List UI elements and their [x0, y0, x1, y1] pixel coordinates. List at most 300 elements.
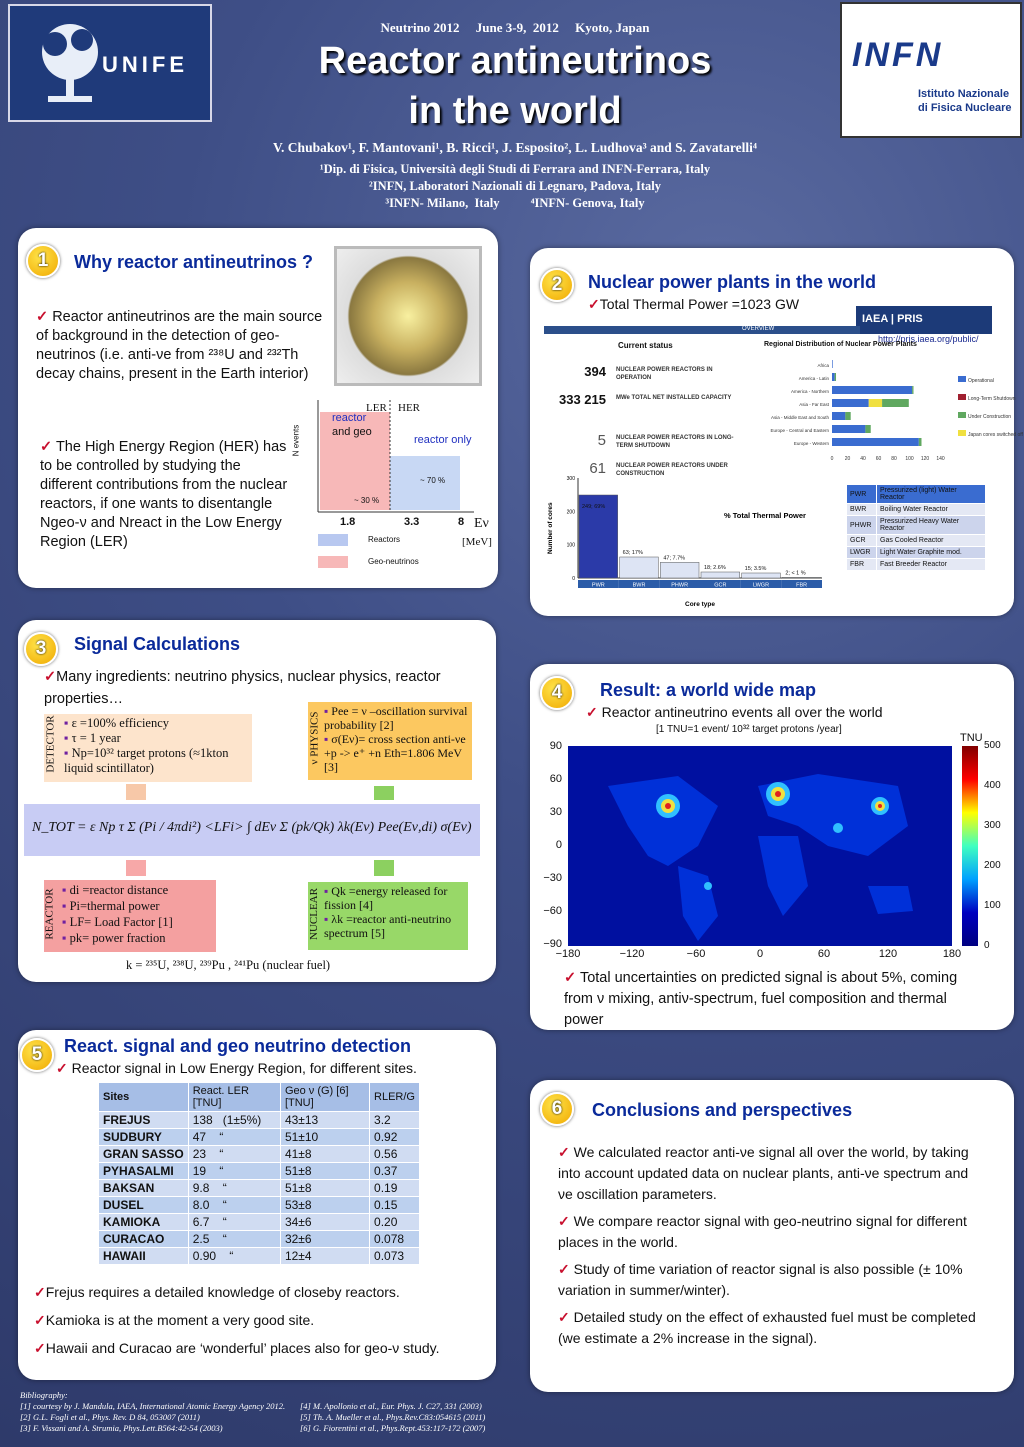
conclusions-list — [558, 1142, 978, 1355]
table-row — [99, 1146, 420, 1163]
core-code: GCR — [847, 535, 877, 547]
biblio-entry: [3] F. Vissani and A. Strumia, Phys.Lett.B564:42-54 (2003) — [20, 1423, 223, 1433]
map-subtitle: Reactor antineutrino events all over the world — [601, 704, 883, 720]
region-bar — [882, 399, 909, 407]
detector-sphere-image — [334, 246, 482, 386]
site-value: 53±8 — [280, 1197, 369, 1214]
detector-item — [64, 716, 252, 731]
region-bar — [835, 373, 836, 381]
physics-label: ν PHYSICS — [308, 711, 321, 765]
reactor-item-text: di =reactor distance — [69, 883, 169, 897]
panel-react-geo — [18, 1030, 496, 1380]
panel-6-title: Conclusions and perspectives — [592, 1100, 853, 1120]
legend-reactors: Reactors — [368, 535, 401, 544]
pris-logo: IAEA | PRIS — [856, 306, 992, 334]
core-table-row — [847, 516, 986, 535]
status-value: 333 215 — [559, 392, 606, 407]
map-xtick: 180 — [942, 948, 962, 960]
region-bar — [832, 425, 865, 433]
core-desc: Light Water Graphite mod. — [877, 547, 986, 559]
conclusion-item — [558, 1259, 978, 1301]
ler-label: LER — [366, 402, 387, 414]
core-category: LWGR — [752, 582, 770, 589]
check-icon: ✓ — [588, 296, 600, 312]
core-desc: Pressurized (light) Water Reactor — [877, 485, 986, 504]
unife-logo-text: UNIFE — [102, 52, 188, 77]
check-icon: ✓ — [40, 439, 53, 455]
table-row — [99, 1214, 420, 1231]
conclusion-text: We calculated reactor anti-νe signal all over the world, by taking into account updated data on nuclear plants, anti-νe spectrum and νe oscillation parameters. — [558, 1144, 969, 1202]
core-code: PHWR — [847, 516, 877, 535]
reactor-list — [62, 882, 173, 946]
nuclear-item-text: Qk =energy released for fission [4] — [324, 884, 448, 912]
xlabel-ev: Eν — [474, 516, 489, 531]
sites-table-wrap — [98, 1082, 420, 1265]
sites-table — [98, 1082, 420, 1265]
detector-item — [64, 746, 252, 776]
badge-4: 4 — [540, 676, 574, 710]
infn-logo-text: INFN — [852, 36, 944, 74]
core-table-row — [847, 535, 986, 547]
core-ytick: 100 — [566, 542, 575, 549]
regional-chart-svg — [762, 356, 1023, 466]
map-xtick: 120 — [878, 948, 898, 960]
site-value: 9.8 “ — [188, 1180, 280, 1197]
site-name: KAMIOKA — [99, 1214, 189, 1231]
panel-5-sub — [56, 1060, 417, 1077]
core-desc: Gas Cooled Reactor — [877, 535, 986, 547]
bullet-icon: ▪ — [324, 912, 332, 926]
status-value: 61 — [589, 460, 606, 477]
site-value: 51±10 — [280, 1129, 369, 1146]
core-bar — [701, 572, 740, 578]
site-value: 138 (1±5%) — [188, 1112, 280, 1129]
site-name: GRAN SASSO — [99, 1146, 189, 1163]
bullet-icon: ▪ — [64, 746, 72, 760]
table-subtitle: Reactor signal in Low Energy Region, for different sites. — [71, 1060, 417, 1076]
status-label: NUCLEAR POWER REACTORS IN LONG-TERM SHUTDOWN — [616, 435, 734, 449]
core-type-table — [846, 484, 986, 571]
badge-5: 5 — [20, 1038, 54, 1072]
core-bar — [660, 562, 699, 578]
regional-legend-label: Under Construction — [968, 414, 1012, 420]
regional-bars — [762, 356, 1023, 466]
panel-1-text-2 — [40, 438, 288, 552]
legend-swatch — [958, 430, 966, 436]
region-bar — [845, 412, 850, 420]
panel-1-title: Why reactor antineutrinos ? — [74, 252, 314, 272]
site-value: 0.19 — [370, 1180, 420, 1197]
region-bar — [912, 386, 913, 394]
core-desc: Pressurized Heavy Water Reactor — [877, 516, 986, 535]
biblio-left — [20, 1401, 310, 1434]
regional-tick: 0 — [830, 456, 834, 462]
and-geo-label: and geo — [332, 426, 372, 438]
colorbar-title: TNU — [960, 732, 983, 744]
site-note — [34, 1340, 494, 1357]
core-table-row — [847, 559, 986, 571]
site-value: 2.5 “ — [188, 1231, 280, 1248]
colorbar-tick: 300 — [984, 820, 1001, 831]
site-note — [34, 1312, 494, 1329]
table-row — [99, 1231, 420, 1248]
map-ytick: 0 — [555, 839, 562, 851]
nuclear-list — [324, 884, 466, 940]
badge-3: 3 — [24, 632, 58, 666]
panel-4-note — [564, 968, 990, 1031]
check-icon: ✓ — [34, 1312, 46, 1328]
panel-3-title: Signal Calculations — [74, 634, 241, 654]
detector-item — [64, 731, 252, 746]
check-icon: ✓ — [36, 309, 49, 325]
conference-line: Neutrino 2012 June 3-9, 2012 Kyoto, Japan — [380, 20, 650, 35]
arrow-down-right — [374, 786, 394, 800]
conclusion-text: We compare reactor signal with geo-neutrino signal for different places in the world. — [558, 1213, 967, 1250]
core-table — [846, 484, 986, 571]
region-bar — [832, 386, 912, 394]
status-label: NUCLEAR POWER REACTORS UNDER CONSTRUCTION — [616, 463, 728, 477]
sites-header-cell: RLER/G — [370, 1083, 420, 1112]
detector-item-text: Np=10³² target protons (≈1kton liquid scintillator) — [64, 746, 229, 775]
biblio-entry: [6] G. Fiorentini et al., Phys.Rept.453:117-172 (2007) — [300, 1423, 486, 1433]
affiliation-2: ²INFN, Laboratori Nazionali di Legnaro, Padova, Italy — [368, 179, 662, 193]
core-bar — [620, 557, 659, 578]
region-label: Asia - Far East — [799, 402, 829, 407]
status-value: 5 — [597, 432, 606, 449]
biblio-entry: [1] courtesy by J. Mandula, IAEA, International Atomic Energy Agency 2012. — [20, 1401, 286, 1411]
conclusion-item — [558, 1142, 978, 1205]
arrow-down-left — [126, 784, 146, 800]
panel-5-notes — [34, 1284, 494, 1368]
core-code: BWR — [847, 504, 877, 516]
site-value: 0.37 — [370, 1163, 420, 1180]
physics-item-text: Pee = ν –oscillation survival probability [2] — [324, 704, 468, 732]
site-value: 0.20 — [370, 1214, 420, 1231]
check-icon: ✓ — [34, 1340, 46, 1356]
physics-list — [324, 704, 470, 774]
status-label: NUCLEAR POWER REACTORS IN OPERATION — [616, 367, 713, 381]
intro-text: Many ingredients: neutrino physics, nuclear physics, reactor properties… — [44, 669, 441, 707]
core-table-row — [847, 485, 986, 504]
table-row — [99, 1197, 420, 1214]
core-chart-title: % Total Thermal Power — [724, 511, 806, 520]
site-value: 47 “ — [188, 1129, 280, 1146]
regional-legend-label: Long-Term Shutdown — [968, 396, 1016, 402]
status-label: MWe TOTAL NET INSTALLED CAPACITY — [616, 395, 732, 401]
panel-signal-calc — [18, 620, 496, 982]
bullet-icon: ▪ — [324, 884, 332, 898]
core-bar-label: 2; < 1 % — [785, 570, 806, 577]
reactor-item-text: pk= power fraction — [69, 931, 166, 945]
site-value: 51±8 — [280, 1180, 369, 1197]
formula: N_TOT = ε Np τ Σ (Pi / 4πdi²) <LFi> ∫ dEν Σ (pk/Qk) λk(Eν) Pee(Eν,di) σ(Eν) — [32, 820, 472, 835]
panel-conclusions — [530, 1080, 1014, 1392]
site-value: 3.2 — [370, 1112, 420, 1129]
site-value: 0.078 — [370, 1231, 420, 1248]
site-note-text: Frejus requires a detailed knowledge of closeby reactors. — [45, 1284, 400, 1300]
site-name: PYHASALMI — [99, 1163, 189, 1180]
world-map-svg — [568, 746, 952, 946]
site-note-text: Kamioka is at the moment a very good site. — [45, 1312, 315, 1328]
badge-6: 6 — [540, 1092, 574, 1126]
conclusion-item — [558, 1307, 978, 1349]
site-value: 0.56 — [370, 1146, 420, 1163]
core-bar-chart — [544, 474, 844, 614]
reactor-item — [62, 914, 173, 930]
core-xlabel: Core type — [685, 601, 715, 608]
legend-geo: Geo-neutrinos — [368, 557, 419, 566]
panel-2-title: Nuclear power plants in the world — [588, 272, 877, 292]
panel-4-title: Result: a world wide map — [600, 680, 817, 700]
region-bar — [832, 360, 833, 368]
formula-box — [24, 804, 480, 856]
biblio-entry: [2] G.L. Fogli et al., Phys. Rev. D 84, 053007 (2011) — [20, 1412, 200, 1422]
site-value: 8.0 “ — [188, 1197, 280, 1214]
core-category: PWR — [591, 582, 605, 589]
arrow-up-left — [126, 860, 146, 876]
core-ytick: 200 — [566, 509, 575, 516]
nuclear-box — [308, 882, 468, 950]
uncertainty-note: Total uncertainties on predicted signal is about 5%, coming from ν mixing, antiν-spectrum, fuel composition and thermal power — [564, 970, 958, 1028]
conclusion-item — [558, 1211, 978, 1253]
colorbar — [962, 746, 978, 946]
table-row — [99, 1163, 420, 1180]
site-name: DUSEL — [99, 1197, 189, 1214]
tick-3-3: 3.3 — [404, 516, 420, 528]
reactor-item — [62, 882, 173, 898]
core-code: LWGR — [847, 547, 877, 559]
site-value: 0.15 — [370, 1197, 420, 1214]
site-note-text: Hawaii and Curacao are ‘wonderful’ places also for geo-ν study. — [45, 1340, 440, 1356]
site-note — [34, 1284, 494, 1301]
unife-logo — [8, 4, 212, 122]
core-bar-label: 47; 7.7% — [663, 555, 686, 562]
core-category: FBR — [796, 582, 808, 589]
status-value: 394 — [584, 364, 606, 379]
reactor-only-label: reactor only — [414, 434, 472, 446]
check-icon: ✓ — [558, 1309, 574, 1325]
core-ylabel: Number of cores — [547, 502, 554, 554]
nuclear-label: NUCLEAR — [307, 888, 320, 940]
map-xtick: −180 — [555, 948, 581, 960]
regional-tick: 20 — [844, 456, 851, 462]
site-value: 23 “ — [188, 1146, 280, 1163]
pct-70: ~ 70 % — [420, 476, 446, 485]
nuclear-item — [324, 912, 466, 940]
core-category: PHWR — [671, 582, 689, 589]
detector-item-text: τ = 1 year — [71, 731, 121, 745]
tick-1-8: 1.8 — [340, 516, 356, 528]
map-xtick: −60 — [686, 948, 706, 960]
map-ytick: −90 — [543, 938, 562, 950]
her-label: HER — [398, 402, 420, 414]
core-category: GCR — [714, 582, 727, 589]
core-code: FBR — [847, 559, 877, 571]
region-label: Asia - Middle East and South — [770, 415, 829, 420]
legend-swatch — [958, 412, 966, 418]
check-icon: ✓ — [564, 970, 577, 986]
check-icon: ✓ — [558, 1261, 574, 1277]
table-row — [99, 1112, 420, 1129]
bullet-icon: ▪ — [62, 883, 70, 897]
check-icon: ✓ — [558, 1144, 574, 1160]
region-bar — [869, 399, 882, 407]
core-table-row — [847, 547, 986, 559]
regional-legend-label: Operational — [968, 378, 994, 384]
chart-ylabel: N events — [291, 424, 301, 457]
panel-power-plants — [530, 248, 1023, 616]
colorbar-tick: 500 — [984, 740, 1001, 751]
site-value: 0.92 — [370, 1129, 420, 1146]
infn-logo — [840, 2, 1022, 138]
sites-header-row — [99, 1083, 420, 1112]
detector-label: DETECTOR — [44, 715, 57, 773]
site-value: 6.7 “ — [188, 1214, 280, 1231]
badge-2: 2 — [540, 268, 574, 302]
core-code: PWR — [847, 485, 877, 504]
regional-legend-label: Japan cores switched off — [968, 432, 1023, 438]
core-ytick: 0 — [572, 576, 575, 582]
status-row — [544, 428, 740, 454]
conclusion-text: Detailed study on the effect of exhausted fuel must be completed (we estimate a 2% increase in the signal). — [558, 1309, 976, 1346]
core-bar-label: 63; 17% — [622, 550, 643, 556]
current-status: Current status — [618, 341, 673, 350]
check-icon: ✓ — [44, 669, 57, 685]
poster-title-line2: in the world — [408, 90, 622, 132]
panel-4-sub — [586, 704, 883, 721]
site-value: 12±4 — [280, 1248, 369, 1265]
legend-swatch — [958, 394, 966, 400]
panel-1-text-1 — [36, 308, 326, 384]
site-value: 34±6 — [280, 1214, 369, 1231]
physics-item-text: σ(Eν)= cross section anti-νe +p -> e⁺ +n Eth=1.806 MeV [3] — [324, 732, 466, 774]
check-icon: ✓ — [34, 1284, 46, 1300]
map-ytick: 30 — [549, 806, 562, 818]
region-label: Europe - Western — [793, 441, 829, 446]
core-chart-svg — [544, 474, 844, 614]
region-bar — [832, 373, 835, 381]
regional-title: Regional Distribution of Nuclear Power Plants — [764, 341, 917, 348]
reactor-item — [62, 930, 173, 946]
core-bar-label: 18; 2.6% — [704, 565, 726, 571]
poster-title-line1: Reactor antineutrinos — [318, 40, 712, 82]
site-value: 19 “ — [188, 1163, 280, 1180]
site-value: 51±8 — [280, 1163, 369, 1180]
check-icon: ✓ — [586, 704, 598, 720]
affiliation-3: ³INFN- Milano, Italy ⁴INFN- Genova, Italy — [385, 196, 645, 210]
core-table-row — [847, 504, 986, 516]
table-row — [99, 1180, 420, 1197]
reactor-item-text: LF= Load Factor [1] — [69, 915, 173, 929]
map-ytick: −30 — [543, 872, 562, 884]
panel-1-p2: The High Energy Region (HER) has to be controlled by studying the different contributions from the nuclear reactors, if one wants to disentangle Ngeo-ν and Nreact in the Low Energy Region (LER) — [40, 439, 288, 550]
nuclear-item — [324, 884, 466, 912]
regional-tick: 80 — [891, 456, 897, 462]
table-row — [99, 1248, 420, 1265]
panel-world-map — [530, 664, 1014, 1030]
region-label: Europe - Central and Eastern — [770, 428, 829, 433]
map-ytick: 60 — [549, 773, 562, 785]
bullet-icon: ▪ — [324, 732, 332, 746]
core-ytick: 300 — [566, 476, 575, 482]
ler-her-schematic — [291, 396, 494, 586]
check-icon: ✓ — [56, 1060, 68, 1076]
site-value: 41±8 — [280, 1146, 369, 1163]
total-power: Total Thermal Power =1023 GW — [599, 296, 800, 312]
nuclear-item-text: λk =reactor anti-neutrino spectrum [5] — [324, 912, 452, 940]
biblio-entry: [4] M. Apollonio et al., Eur. Phys. J. C27, 331 (2003) — [300, 1401, 482, 1411]
arrow-up-right — [374, 860, 394, 876]
region-bar — [832, 438, 919, 446]
site-value: 0.90 “ — [188, 1248, 280, 1265]
detector-box — [44, 714, 252, 782]
colorbar-tick: 0 — [984, 940, 990, 951]
legend-swatch — [958, 376, 966, 382]
colorbar-tick: 400 — [984, 780, 1001, 791]
site-value: 0.073 — [370, 1248, 420, 1265]
site-name: SUDBURY — [99, 1129, 189, 1146]
status-list — [544, 360, 740, 484]
bullet-icon: ▪ — [324, 704, 332, 718]
bullet-icon: ▪ — [62, 899, 70, 913]
conclusion-text: Study of time variation of reactor signal is also possible (± 10% variation in summer/winter). — [558, 1261, 963, 1298]
colorbar-tick: 200 — [984, 860, 1001, 871]
xunit: [MeV] — [462, 536, 492, 548]
site-name: FREJUS — [99, 1112, 189, 1129]
map-ytick: 90 — [549, 740, 562, 752]
bullet-icon: ▪ — [62, 931, 70, 945]
map-xtick: 60 — [817, 948, 831, 960]
reactor-item — [62, 898, 173, 914]
reactor-label: REACTOR — [43, 888, 56, 940]
core-category: BWR — [632, 582, 646, 589]
map-xtick: −120 — [619, 948, 645, 960]
detector-list — [64, 716, 252, 776]
detector-item-text: ε =100% efficiency — [71, 716, 170, 730]
fuel-note: k = ²³⁵U, ²³⁸U, ²³⁹Pu , ²⁴¹Pu (nuclear fuel) — [126, 958, 331, 972]
site-name: HAWAII — [99, 1248, 189, 1265]
region-label: America - Latin — [798, 376, 829, 381]
pris-url[interactable]: http://pris.iaea.org/public/ — [878, 334, 979, 344]
regional-tick: 100 — [905, 456, 914, 462]
panel-2-subtitle — [588, 296, 799, 313]
bibliography — [20, 1390, 1020, 1433]
reactor-label: reactor — [332, 412, 367, 424]
biblio-title: Bibliography: — [20, 1390, 68, 1400]
core-bar — [782, 577, 821, 578]
site-value: 43±13 — [280, 1112, 369, 1129]
region-label: Africa — [817, 363, 829, 368]
regional-tick: 120 — [920, 456, 930, 462]
regional-tick: 140 — [936, 456, 945, 462]
bullet-icon: ▪ — [64, 716, 72, 730]
overview-bar — [544, 326, 860, 334]
core-bar-label: 15; 3.5% — [744, 566, 767, 572]
panel-5-title: React. signal and geo neutrino detection — [64, 1036, 412, 1056]
sites-header-cell: Sites — [99, 1083, 189, 1112]
colorbar-tick: 100 — [984, 900, 1001, 911]
region-label: America - Northern — [790, 389, 829, 394]
bullet-icon: ▪ — [64, 731, 72, 745]
map-xtick: 0 — [756, 948, 764, 960]
table-row — [99, 1129, 420, 1146]
infn-logo-sub2: di Fisica Nucleare — [918, 102, 1012, 114]
region-bar — [865, 425, 870, 433]
bullet-icon: ▪ — [62, 915, 70, 929]
panel-1-p1: Reactor antineutrinos are the main source of background in the detection of geo-neutrinos (i.e. anti-νe from ²³⁸U and ²³²Th decay chains, present in the Earth interior) — [36, 309, 323, 382]
site-value: 32±6 — [280, 1231, 369, 1248]
world-map — [568, 746, 952, 946]
